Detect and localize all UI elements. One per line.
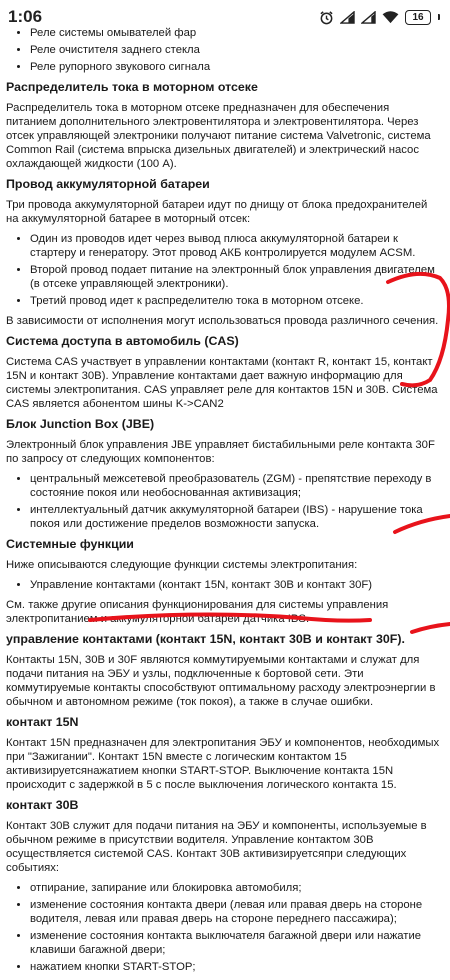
section-text: Контакты 15N, 30B и 30F являются коммутируемыми контактами и служат для подачи питания на ЭБУ и узлы, подключенные к бортовой сети. Эти коммутируемые контакты способствуют оптимальному расходу электроэнергии в обычном и автономном режиме (ток покоя), а также в случае ошибки. bbox=[6, 654, 436, 708]
bullet-list bbox=[6, 232, 440, 308]
section-heading: Системные функции bbox=[6, 537, 134, 551]
article bbox=[0, 26, 450, 980]
section-heading: Провод аккумуляторной батареи bbox=[6, 177, 210, 191]
battery-icon: 16 bbox=[405, 10, 431, 25]
section-heading: Распределитель тока в моторном отсеке bbox=[6, 80, 258, 94]
section-text: Контакт 30B служит для подачи питания на ЭБУ и компоненты, используемые в обычном режиме в присутствии водителя. Управление контактом 30B осуществляется системой CAS. Контакт 30B активизируетсяпри следующих событиях: bbox=[6, 820, 427, 874]
bullet-list bbox=[6, 578, 440, 592]
alarm-icon bbox=[319, 10, 334, 25]
list-item: • изменение состояния контакта двери (левая или правая дверь на стороне водителя, левая или правая дверь на стороне переднего пассажира); bbox=[30, 898, 440, 926]
list-item: • центральный межсетевой преобразователь (ZGM) - препятствие переходу в состояние покоя или необоснованная активизация; bbox=[30, 472, 440, 500]
wifi-icon bbox=[382, 11, 399, 24]
list-item: • Реле очистителя заднего стекла bbox=[30, 43, 440, 57]
signal-icon bbox=[361, 11, 376, 24]
section-text: Ниже описываются следующие функции системы электропитания: bbox=[6, 559, 358, 571]
section-heading: управление контактами (контакт 15N, контакт 30B и контакт 30F). bbox=[6, 632, 405, 646]
relay-list bbox=[6, 26, 440, 74]
section-note: В зависимости от исполнения могут использоваться провода различного сечения. bbox=[6, 315, 439, 327]
section-heading: Блок Junction Box (JBE) bbox=[6, 417, 155, 431]
section-note: См. также другие описания функционирования для системы управления электропитанием и аккумуляторной батареи датчика IBS. bbox=[6, 599, 389, 625]
list-item: • Один из проводов идет через вывод плюса аккумуляторной батареи к стартеру и генератору. Этот провод АКБ контролируется модулем ACSM. bbox=[30, 232, 440, 260]
battery-cap bbox=[438, 14, 440, 20]
status-time: 1:06 bbox=[8, 7, 43, 26]
signal-icon bbox=[340, 11, 355, 24]
list-item: • отпирание, запирание или блокировка автомобиля; bbox=[30, 881, 440, 895]
section-text: Электронный блок управления JBE управляет бистабильными реле контакта 30F по запросу от следующих компонентов: bbox=[6, 439, 435, 465]
section-text: Распределитель тока в моторном отсеке предназначен для обеспечения питанием дополнительного электровентилятора и электровентилятора. Через отсек управляющей электроники получают питание система Valvetronic, система Common Rail (система впрыска дизельных двигателей) и электрический насос охлаждающей жидкости (100 A). bbox=[6, 102, 431, 170]
section-text: Контакт 15N предназначен для электропитания ЭБУ и компонентов, необходимых при "Зажигании". Контакт 15N вместе с логическим контактом 15 активизируетсянажатием кнопки START-STOP. Выключение контакта 15N происходит с задержкой в 5 с после выключения логического контакта 15. bbox=[6, 737, 440, 791]
bullet-list bbox=[6, 472, 440, 531]
system-icons bbox=[319, 10, 440, 25]
section-heading: Система доступа в автомобиль (CAS) bbox=[6, 334, 239, 348]
list-item: • Реле системы омывателей фар bbox=[30, 26, 440, 40]
list-item: • Третий провод идет к распределителю тока в моторном отсеке. bbox=[30, 294, 440, 308]
list-item: • нажатием кнопки START-STOP; bbox=[30, 960, 440, 974]
list-item: • Реле рупорного звукового сигнала bbox=[30, 60, 440, 74]
section-text: Система CAS участвует в управлении контактами (контакт R, контакт 15, контакт 15N и контакт 30B). Управление контактами дает важную информацию для системы электропитания. CAS управляет реле для контактов 15N и 30B. Система CAS является абонентом шины K->CAN2 bbox=[6, 356, 438, 410]
list-item: • Управление контактами (контакт 15N, контакт 30B и контакт 30F) bbox=[30, 578, 440, 592]
list-item: • Второй провод подает питание на электронный блок управления двигателем (в отсеке управляющей электроники). bbox=[30, 263, 440, 291]
bullet-list bbox=[6, 881, 440, 974]
list-item: • интеллектуальный датчик аккумуляторной батареи (IBS) - нарушение тока покоя или достижение пределов возможности запуска. bbox=[30, 503, 440, 531]
section-heading: контакт 30B bbox=[6, 798, 79, 812]
section-text: Три провода аккумуляторной батареи идут по днищу от блока предохранителей на аккумуляторной батарее в моторный отсек: bbox=[6, 199, 428, 225]
list-item: • изменение состояния контакта выключателя багажной двери или нажатие клавиши багажной двери; bbox=[30, 929, 440, 957]
section-heading: контакт 15N bbox=[6, 715, 79, 729]
